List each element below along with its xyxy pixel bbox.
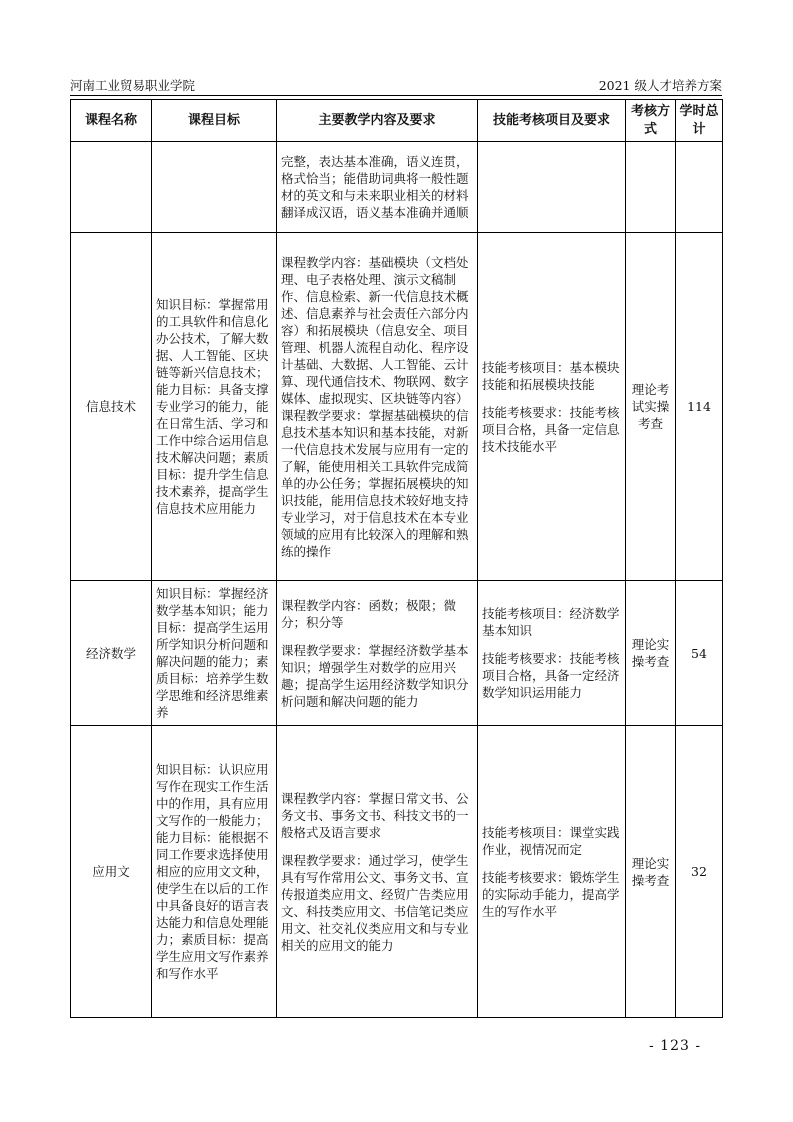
spacer bbox=[281, 841, 473, 852]
column-header-goal: 课程目标 bbox=[152, 100, 277, 142]
table-row bbox=[71, 233, 723, 581]
cell-skill bbox=[478, 142, 626, 233]
table-header-row bbox=[71, 100, 723, 142]
cell-skill bbox=[478, 726, 626, 1018]
cell-method bbox=[626, 142, 676, 233]
cell-method: 理论实操考查 bbox=[626, 581, 676, 726]
cell-content bbox=[277, 581, 478, 726]
column-header-content: 主要教学内容及要求 bbox=[277, 100, 478, 142]
cell-content bbox=[277, 233, 478, 581]
cell-method: 理论考试实操考查 bbox=[626, 233, 676, 581]
cell-hours: 32 bbox=[676, 726, 723, 1018]
table-row bbox=[71, 726, 723, 1018]
cell-method: 理论实操考查 bbox=[626, 726, 676, 1018]
institution-name: 河南工业贸易职业学院 bbox=[70, 78, 196, 93]
cell-goal: 知识目标：认识应用写作在现实工作生活中的作用，具有应用文写作的一般能力；能力目标：能根据不同工作要求选择使用相应的应用文文种，使学生在以后的工作中具备良好的语言表达能力和信息处理能力；素质目标：提高学生应用文写作素养和写作水平 bbox=[152, 726, 277, 1018]
skill-requirement: 技能考核要求：锻炼学生的实际动手能力，提高学生的写作水平 bbox=[482, 869, 620, 919]
cell-hours bbox=[676, 142, 723, 233]
cell-content: 完整，表达基本准确，语义连贯，格式恰当；能借助词典将一般性题材的英文和与未来职业相关的材料翻译成汉语，语义基本准确并通顺 bbox=[277, 142, 478, 233]
header-divider bbox=[70, 95, 722, 96]
cell-skill bbox=[478, 581, 626, 726]
skill-item: 技能考核项目：基本模块技能和拓展模块技能 bbox=[482, 359, 620, 392]
cell-content bbox=[277, 726, 478, 1018]
spacer bbox=[482, 393, 621, 404]
content-requirements: 课程教学要求：通过学习，使学生具有写作常用公文、事务文书、宣传报道类应用文、经贸广告类应用文、科技类应用文、书信笔记类应用文、社交礼仪类应用文和与专业相关的应用文的能力 bbox=[281, 852, 469, 953]
cell-course: 应用文 bbox=[71, 726, 152, 1018]
cell-goal bbox=[152, 142, 277, 233]
skill-item: 技能考核项目：经济数学基本知识 bbox=[482, 606, 620, 639]
cell-hours: 114 bbox=[676, 233, 723, 581]
table-row bbox=[71, 581, 723, 726]
spacer bbox=[482, 858, 621, 869]
cell-hours: 54 bbox=[676, 581, 723, 726]
document-title: 2021 级人才培养方案 bbox=[598, 78, 722, 93]
content-teaching: 课程教学内容：函数；极限；微分；积分等 bbox=[281, 597, 457, 630]
spacer bbox=[482, 639, 621, 650]
cell-skill bbox=[478, 233, 626, 581]
cell-course bbox=[71, 142, 152, 233]
content-requirements: 课程教学要求：掌握基础模块的信息技术基本知识和基本技能，对新一代信息技术发展与应用有一定的了解，能使用相关工具软件完成简单的办公任务；掌握拓展模块的知识技能，能用信息技术较好地支持专业学习，对于信息技术在本专业领域的应用有比较深入的理解和熟练的操作 bbox=[281, 407, 469, 559]
course-table bbox=[70, 99, 723, 1018]
content-requirements: 课程教学要求：掌握经济数学基本知识；增强学生对数学的应用兴趣；提高学生运用经济数学知识分析问题和解决问题的能力 bbox=[281, 642, 469, 709]
cell-course: 信息技术 bbox=[71, 233, 152, 581]
spacer bbox=[281, 631, 473, 642]
skill-item: 技能考核项目：课堂实践作业，视情况而定 bbox=[482, 824, 620, 857]
page-number: - 123 - bbox=[649, 1038, 702, 1054]
column-header-skill: 技能考核项目及要求 bbox=[478, 100, 626, 142]
column-header-course: 课程名称 bbox=[71, 100, 152, 142]
content-teaching: 课程教学内容：掌握日常文书、公务文书、事务文书、科技文书的一般格式及语言要求 bbox=[281, 790, 469, 840]
column-header-method: 考核方式 bbox=[626, 100, 676, 142]
skill-requirement: 技能考核要求：技能考核项目合格，具备一定信息技术技能水平 bbox=[482, 404, 620, 454]
cell-goal: 知识目标：掌握经济数学基本知识；能力目标：提高学生运用所学知识分析问题和解决问题的能力；素质目标：培养学生数学思维和经济思维素养 bbox=[152, 581, 277, 726]
content-teaching: 课程教学内容：基础模块（文档处理、电子表格处理、演示文稿制作、信息检索、新一代信息技术概述、信息素养与社会责任六部分内容）和拓展模块（信息安全、项目管理、机器人流程自动化、程序设计基础、大数据、人工智能、云计算、现代通信技术、物联网、数字媒体、虚拟现实、区块链等内容） bbox=[281, 254, 469, 406]
cell-course: 经济数学 bbox=[71, 581, 152, 726]
column-header-hours: 学时总计 bbox=[676, 100, 723, 142]
skill-requirement: 技能考核要求：技能考核项目合格，具备一定经济数学知识运用能力 bbox=[482, 651, 620, 701]
cell-goal: 知识目标：掌握常用的工具软件和信息化办公技术，了解大数据、人工智能、区块链等新兴信息技术；能力目标：具备支撑专业学习的能力，能在日常生活、学习和工作中综合运用信息技术解决问题；素质目标：提升学生信息技术素养，提高学生信息技术应用能力 bbox=[152, 233, 277, 581]
page-header bbox=[70, 76, 722, 94]
table-row bbox=[71, 142, 723, 233]
